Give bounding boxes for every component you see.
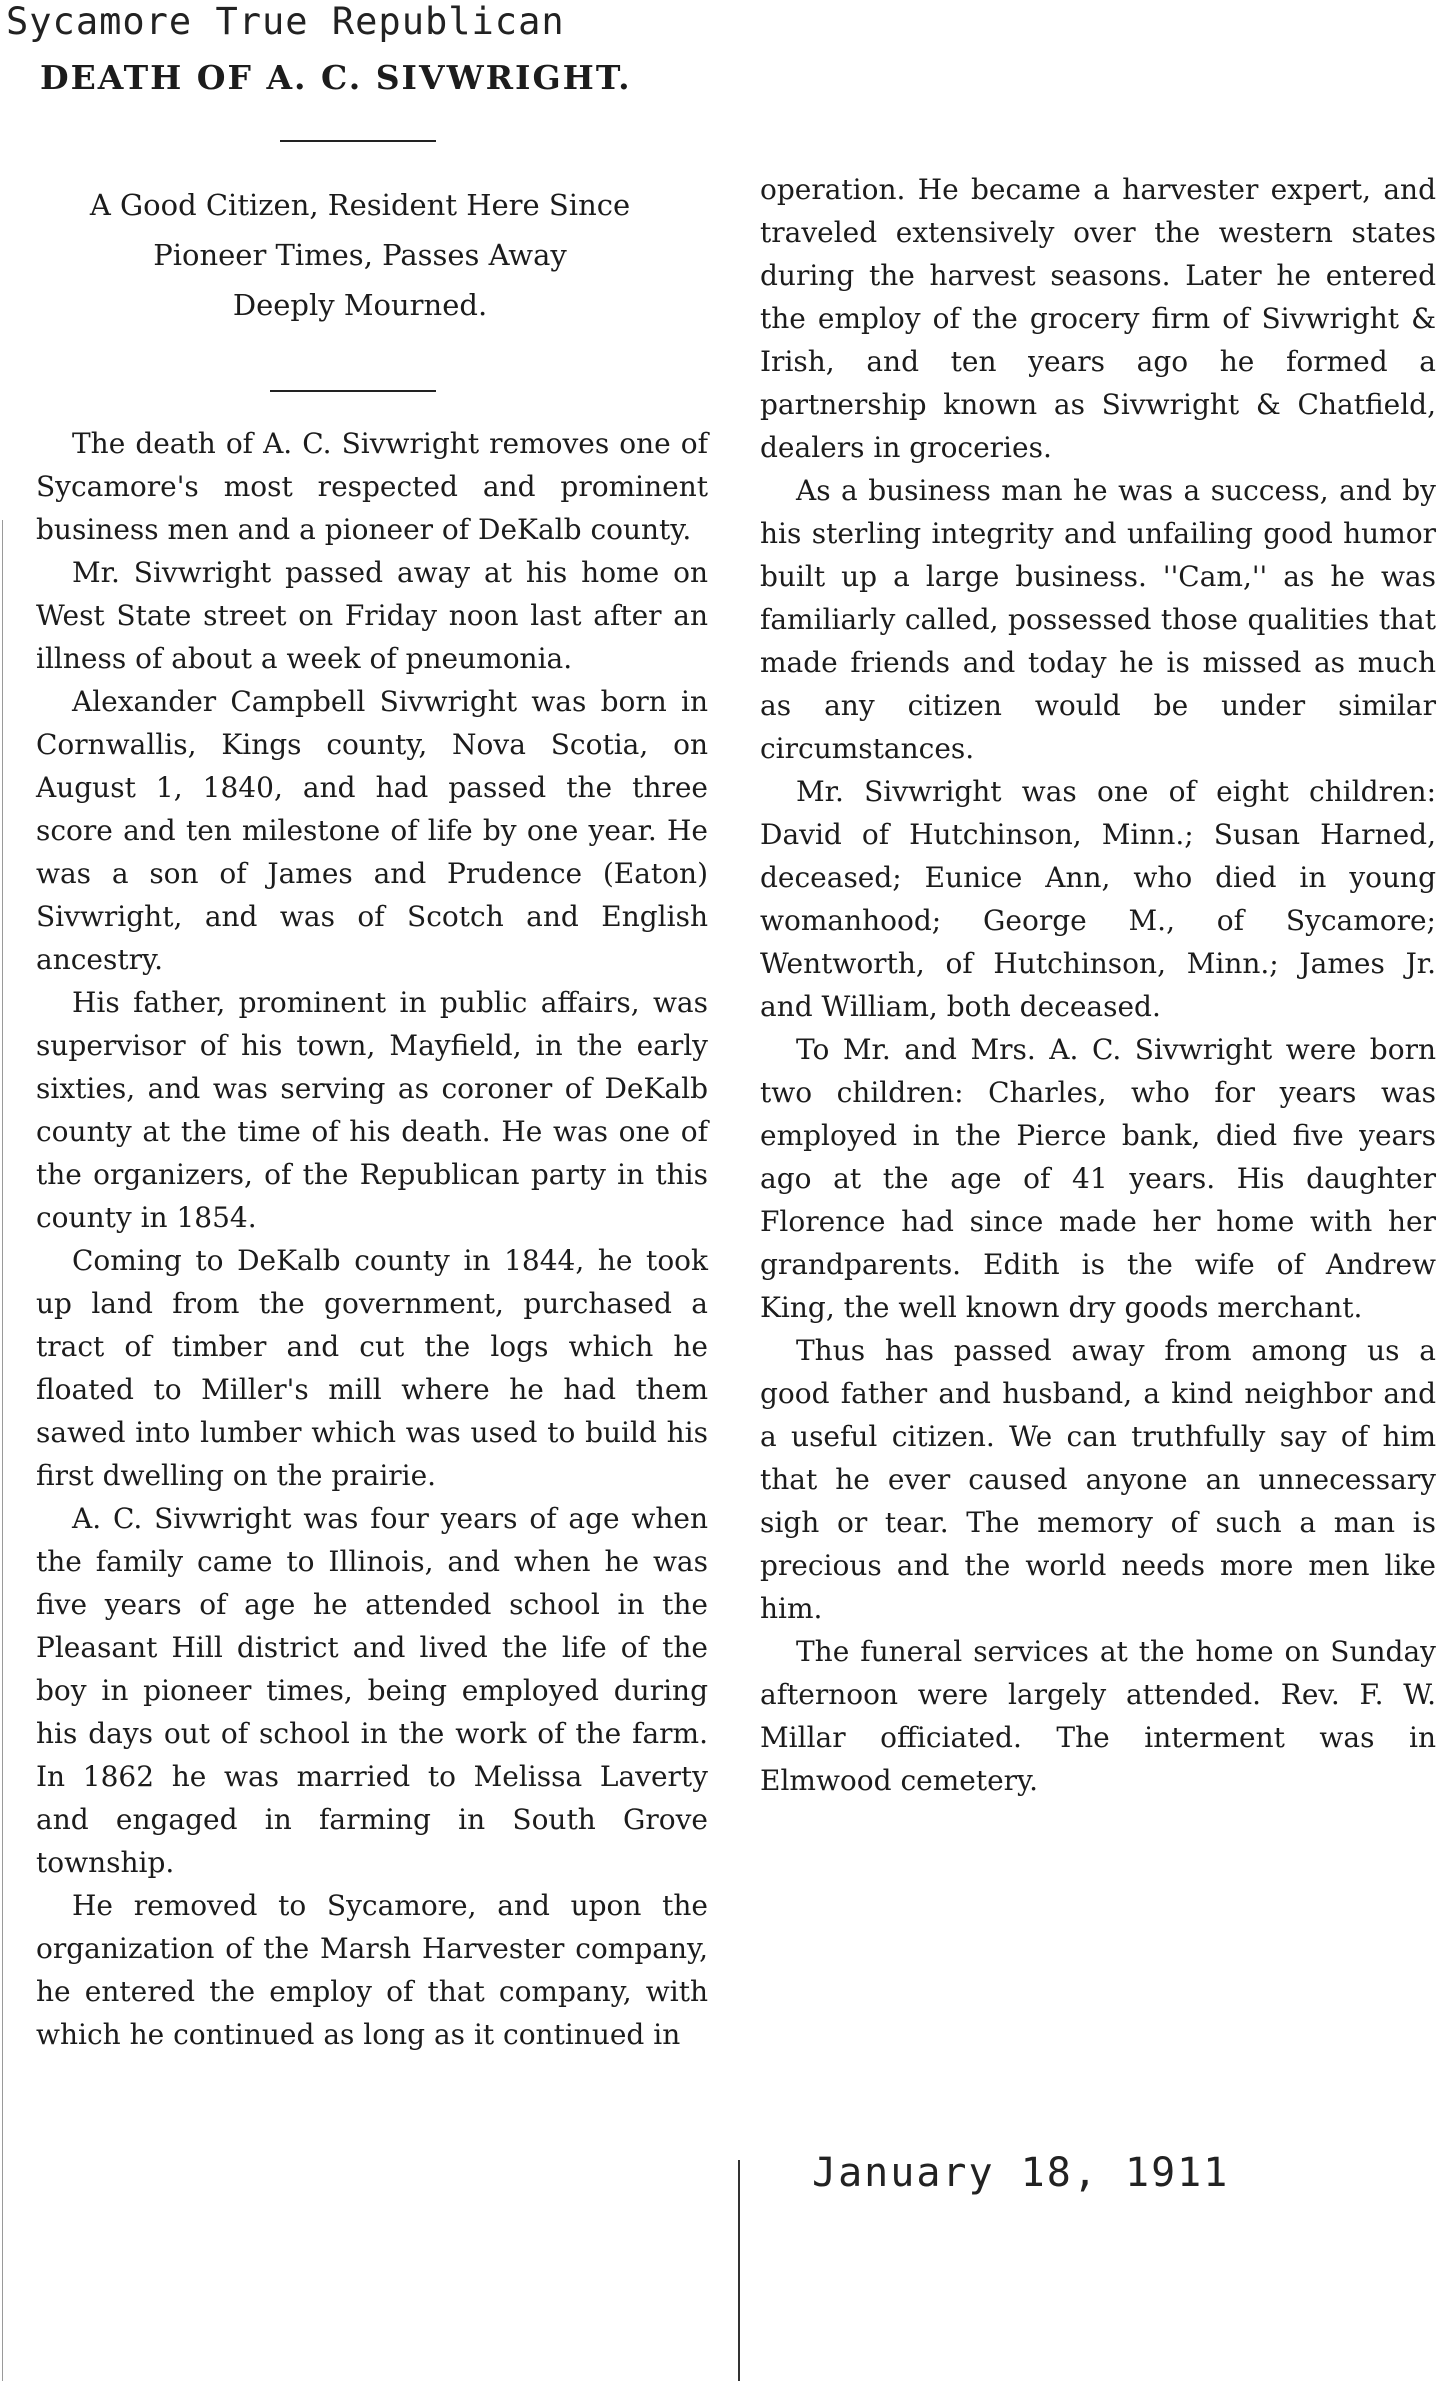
article-paragraph: He removed to Sycamore, and upon the organization of the Marsh Harvester company, he entered the employ of that company, with which he continued as long as it continued in	[36, 1889, 708, 2051]
article-paragraph: Alexander Campbell Sivwright was born in Cornwallis, Kings county, Nova Scotia, on August 1, 1840, and had passed the three score and ten milestone of life by one year. He was a son of James and Prudence (Eaton) Sivwright, and was of Scotch and English ancestry.	[36, 685, 708, 976]
article-paragraph: As a business man he was a success, and by his sterling integrity and unfailing good humor built up a large business. ''Cam,'' as he was familiarly called, possessed those qualities that made friends and today he is missed as much as any citizen would be under similar circumstances.	[760, 474, 1436, 765]
article-paragraph: Coming to DeKalb county in 1844, he took up land from the government, purchased a tract of timber and cut the logs which he floated to Miller's mill where he had them sawed into lumber which was used to build his first dwelling on the prairie.	[36, 1244, 708, 1492]
subhead-line: Pioneer Times, Passes Away	[153, 238, 567, 272]
article-headline: DEATH OF A. C. SIVWRIGHT.	[40, 58, 632, 97]
article-paragraph: Mr. Sivwright passed away at his home on West State street on Friday noon last after an illness of about a week of pneumonia.	[36, 556, 708, 675]
headline-rule	[280, 140, 436, 142]
article-paragraph: Mr. Sivwright was one of eight children: David of Hutchinson, Minn.; Susan Harned, deceased; Eunice Ann, who died in young womanhood; George M., of Sycamore; Wentworth, of Hutchinson, Minn.; James Jr. and William, both deceased.	[760, 775, 1436, 1023]
article-paragraph: A. C. Sivwright was four years of age when the family came to Illinois, and when he was five years of age he attended school in the Pleasant Hill district and lived the life of the boy in pioneer times, being employed during his days out of school in the work of the farm. In 1862 he was married to Melissa Laverty and engaged in farming in South Grove township.	[36, 1502, 708, 1879]
source-title: Sycamore True Republican	[6, 0, 565, 43]
column-edge-line	[2, 520, 3, 2381]
article-paragraph: Thus has passed away from among us a good father and husband, a kind neighbor and a useful citizen. We can truthfully say of him that he ever caused anyone an unnecessary sigh or tear. The memory of such a man is precious and the world needs more men like him.	[760, 1334, 1436, 1625]
column-divider	[738, 2160, 740, 2381]
article-paragraph: operation. He became a harvester expert, and traveled extensively over the western states during the harvest seasons. Later he entered the employ of the grocery firm of Sivwright & Irish, and ten years ago he formed a partnership known as Sivwright & Chatfield, dealers in groceries.	[760, 173, 1436, 464]
article-paragraph: The funeral services at the home on Sunday afternoon were largely attended. Rev. F. W. Millar officiated. The interment was in Elmwood cemetery.	[760, 1635, 1436, 1797]
article-column-left	[36, 422, 708, 2056]
article-column-right	[760, 168, 1436, 1802]
article-paragraph: The death of A. C. Sivwright removes one of Sycamore's most respected and prominent business men and a pioneer of DeKalb county.	[36, 427, 708, 546]
article-subhead	[20, 180, 700, 330]
subhead-line: Deeply Mourned.	[232, 288, 488, 322]
subhead-line: A Good Citizen, Resident Here Since	[89, 188, 631, 222]
article-paragraph: To Mr. and Mrs. A. C. Sivwright were born two children: Charles, who for years was employed in the Pierce bank, died five years ago at the age of 41 years. His daughter Florence had since made her home with her grandparents. Edith is the wife of Andrew King, the well known dry goods merchant.	[760, 1033, 1436, 1324]
subhead-rule	[270, 390, 436, 392]
publication-date: January 18, 1911	[812, 2150, 1230, 2196]
article-paragraph: His father, prominent in public affairs, was supervisor of his town, Mayfield, in the early sixties, and was serving as coroner of DeKalb county at the time of his death. He was one of the organizers, of the Republican party in this county in 1854.	[36, 986, 708, 1234]
